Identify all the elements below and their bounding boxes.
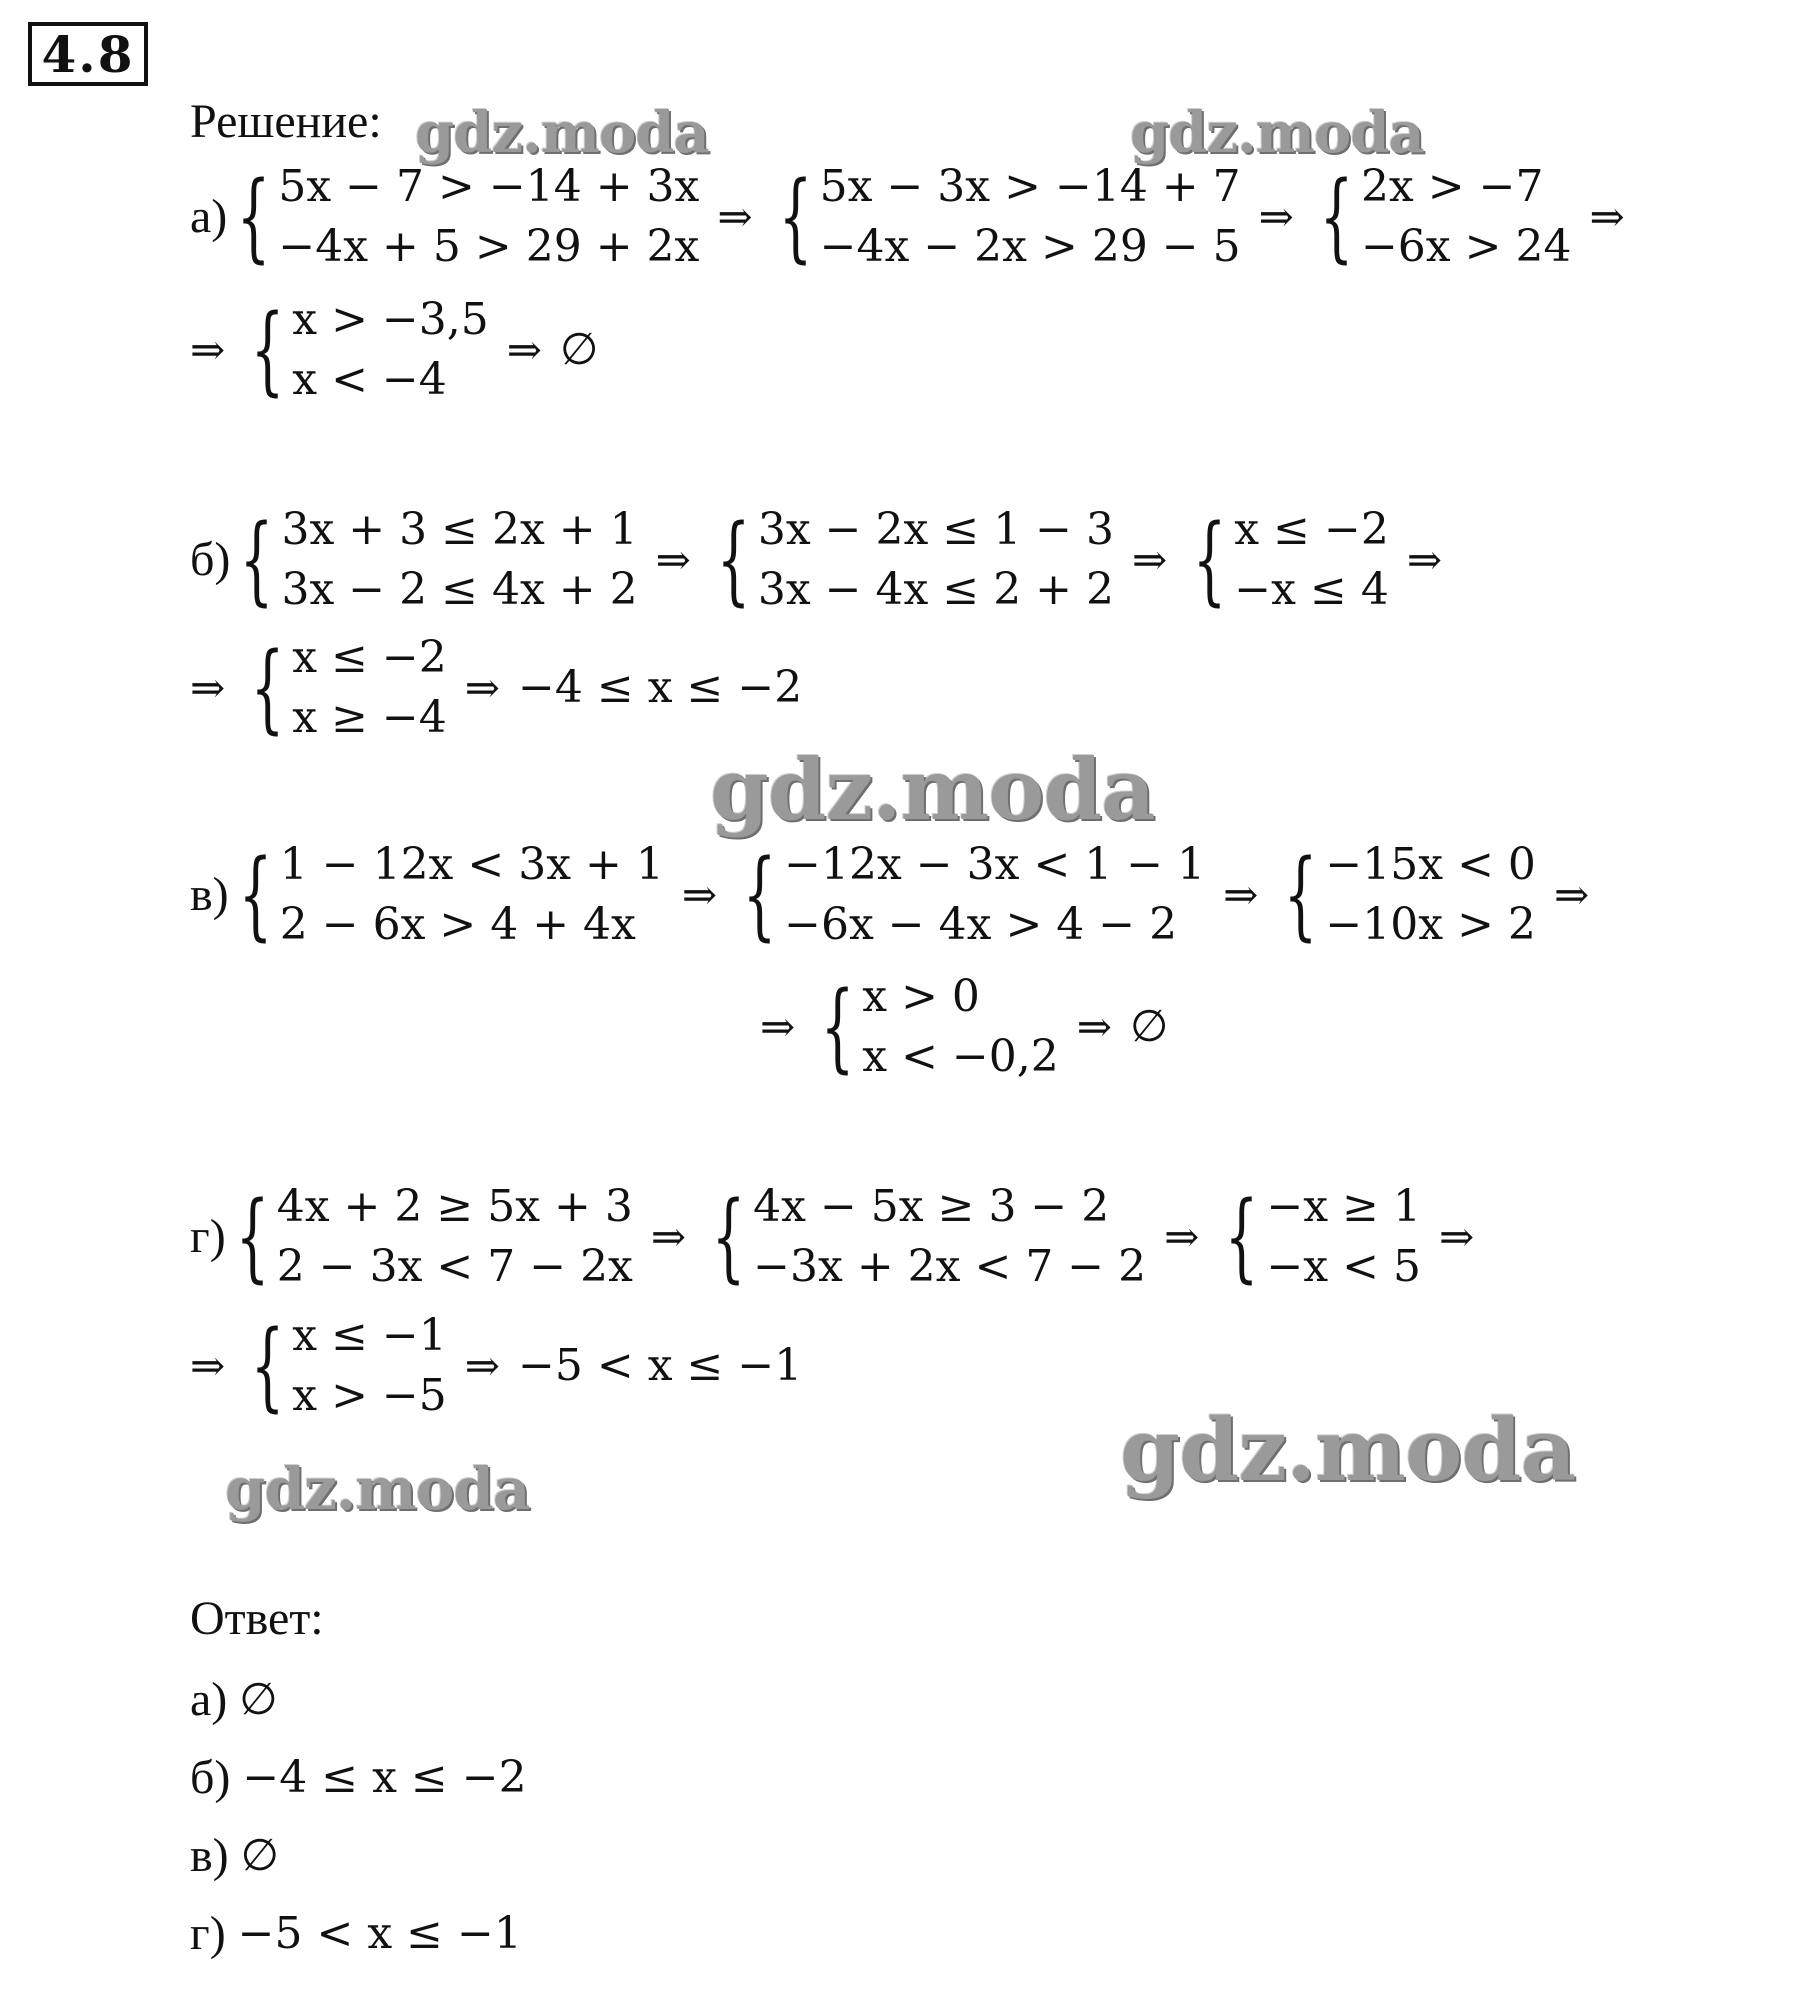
system [1360,161,1572,272]
solution-label: Решение: [190,95,382,148]
implies-arrow: ⇒ [1553,870,1590,919]
implies-arrow: ⇒ [190,663,226,712]
result: −4 ≤ x ≤ −2 [518,662,803,713]
inequality: 3x − 2x ≤ 1 − 3 [757,504,1115,555]
inequality: −6x > 24 [1360,221,1572,272]
brace: { [1192,504,1227,616]
task-number: 4.8 [41,24,135,84]
answer-value: ∅ [239,1673,278,1725]
answer-value: −5 < x ≤ −1 [237,1907,522,1959]
inequality: 4x + 2 ≥ 5x + 3 [276,1181,633,1232]
implies-arrow: ⇒ [1589,192,1625,241]
answer-label: г) [190,1907,226,1960]
watermark: gdz.moda [710,740,1155,839]
answer-title: Ответ: [190,1592,324,1645]
system [279,839,664,950]
system [819,161,1241,272]
implies-arrow: ⇒ [1438,1212,1475,1261]
inequality: −6x − 4x > 4 − 2 [784,899,1178,950]
inequality: x ≤ −1 [292,1310,447,1361]
system [1234,504,1389,615]
inequality: x > −3,5 [292,294,489,345]
brace: { [240,504,274,616]
inequality: −x ≥ 1 [1266,1181,1421,1232]
inequality: −4x + 5 > 29 + 2x [278,221,700,272]
inequality: −x < 5 [1266,1241,1421,1292]
inequality: −3x + 2x < 7 − 2 [753,1241,1147,1292]
implies-arrow: ⇒ [506,325,542,374]
answer-value: ∅ [240,1829,279,1881]
brace: { [778,161,812,273]
part-a-label: а) [190,190,228,243]
inequality: x > 0 [862,971,980,1022]
implies-arrow: ⇒ [1223,870,1259,919]
implies-arrow: ⇒ [1132,535,1168,584]
watermark: gdz.moda [1130,100,1424,166]
brace: { [820,971,855,1083]
answer-label: а) [190,1673,228,1726]
inequality: 5x − 7 > −14 + 3x [278,161,700,212]
system [281,504,638,615]
implies-arrow: ⇒ [1164,1212,1200,1261]
part-a-line1 [190,161,1643,273]
implies-arrow: ⇒ [760,1002,796,1051]
brace: { [711,1181,746,1293]
brace: { [250,294,285,406]
part-v-label: в) [190,868,229,921]
system [757,504,1115,615]
implies-arrow: ⇒ [464,1341,500,1390]
system [292,632,447,743]
inequality: −12x − 3x < 1 − 1 [784,839,1206,890]
system [1325,839,1536,950]
inequality: x > −5 [292,1370,447,1421]
answer-label: в) [190,1829,229,1882]
inequality: x ≥ −4 [292,692,447,743]
system [292,1310,447,1421]
answer-item [190,1672,278,1727]
inequality: −10x > 2 [1325,899,1536,950]
brace: { [238,839,272,951]
part-a-line2 [190,294,599,406]
inequality: 3x + 3 ≤ 2x + 1 [281,504,638,555]
brace: { [742,839,777,951]
implies-arrow: ⇒ [1406,535,1443,584]
inequality: −15x < 0 [1325,839,1536,890]
implies-arrow: ⇒ [464,663,500,712]
system [1266,1181,1421,1292]
part-v-line2 [760,971,1169,1083]
answer-item [190,1906,522,1961]
part-b-label: б) [190,533,231,586]
inequality: 2 − 6x > 4 + 4x [279,899,636,950]
system [784,839,1206,950]
inequality: 3x − 4x ≤ 2 + 2 [757,564,1115,615]
brace: { [250,1310,285,1422]
watermark: gdz.moda [225,1455,530,1523]
brace: { [716,504,751,616]
task-number-box [28,22,148,86]
implies-arrow: ⇒ [681,870,718,919]
part-g-label: г) [190,1210,226,1263]
implies-arrow: ⇒ [190,325,226,374]
answer-value: −4 ≤ x ≤ −2 [242,1751,527,1803]
system [276,1181,633,1292]
answer-item [190,1828,279,1883]
brace: { [1284,839,1318,951]
implies-arrow: ⇒ [650,1212,687,1261]
brace: { [237,161,271,273]
system [292,294,489,405]
inequality: −4x − 2x > 29 − 5 [819,221,1241,272]
implies-arrow: ⇒ [655,535,691,584]
inequality: 2x > −7 [1360,161,1544,212]
inequality: x < −0,2 [862,1031,1059,1082]
inequality: 2 − 3x < 7 − 2x [276,1241,633,1292]
answer-label: б) [190,1751,231,1804]
answer-item [190,1750,527,1805]
inequality: 3x − 2 ≤ 4x + 2 [281,564,638,615]
inequality: x ≤ −2 [292,632,447,683]
part-b-line2 [190,632,803,744]
part-g-line1 [190,1181,1492,1293]
implies-arrow: ⇒ [1258,192,1294,241]
implies-arrow: ⇒ [190,1341,226,1390]
inequality: x ≤ −2 [1234,504,1389,555]
brace: { [1225,1181,1259,1293]
result: −5 < x ≤ −1 [518,1340,803,1391]
inequality: 1 − 12x < 3x + 1 [279,839,664,890]
brace: { [235,1181,270,1293]
brace: { [250,632,285,744]
inequality: −x ≤ 4 [1234,564,1389,615]
inequality: 5x − 3x > −14 + 7 [819,161,1241,212]
result: ∅ [1129,1001,1169,1052]
system [862,971,1059,1082]
watermark: gdz.moda [415,100,709,166]
part-v-line1 [190,839,1607,951]
part-g-line2 [190,1310,803,1422]
system [278,161,700,272]
implies-arrow: ⇒ [717,192,753,241]
part-b-line1 [190,504,1460,616]
system [753,1181,1147,1292]
inequality: x < −4 [292,354,447,405]
inequality: 4x − 5x ≥ 3 − 2 [753,1181,1110,1232]
brace: { [1319,161,1354,273]
result: ∅ [559,324,599,375]
watermark: gdz.moda [1120,1400,1576,1501]
implies-arrow: ⇒ [1076,1002,1112,1051]
